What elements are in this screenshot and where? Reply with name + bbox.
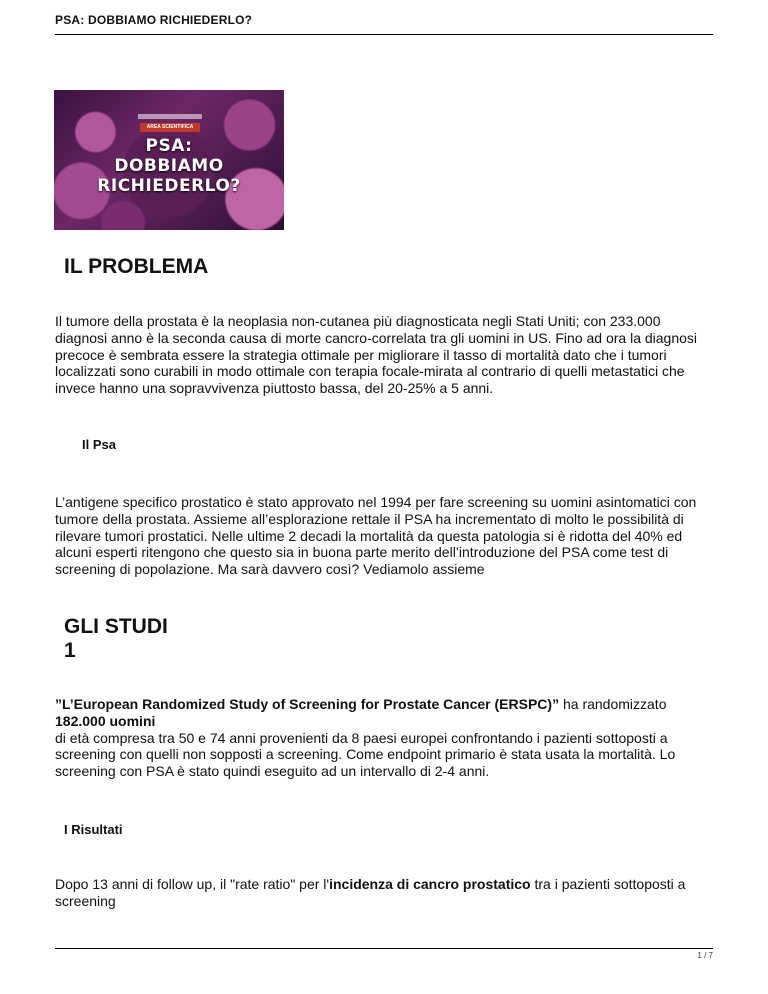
paragraph-problema: Il tumore della prostata è la neoplasia non-cutanea più diagnosticata negli Stati Uniti; con 233.000 diagnosi anno è la seconda causa di morte cancro-correlata tra gli uomini in US. Fino ad ora la diagnosi precoce è sembrata essere la strategia ottimale per migliorare il tasso di mortalità dato che i tumori localizzati sono curabili in modo ottimale con terapia focale-mirata al contrario di quelli metastatici che invece hanno una sopravvivenza piuttosto bassa, del 20-25% a 5 anni. — [55, 313, 698, 397]
heading-il-psa: Il Psa — [82, 437, 116, 452]
erspc-study-name: ”L’European Randomized Study of Screening for Prostate Cancer (ERSPC)” — [55, 696, 560, 712]
heading-gli-studi-line2: 1 — [64, 639, 76, 662]
logo-strip — [138, 114, 202, 119]
risultati-bold: incidenza di cancro prostatico — [329, 876, 531, 892]
hero-image — [54, 90, 284, 230]
risultati-after: tra i pazienti sottoposti a screening — [55, 876, 686, 909]
page-header — [55, 8, 713, 35]
hero-title: PSA: DOBBIAMO RICHIEDERLO? — [97, 136, 241, 196]
paragraph-erspc — [55, 696, 715, 780]
heading-gli-studi-line1: GLI STUDI — [64, 615, 168, 638]
heading-il-problema: IL PROBLEMA — [64, 255, 209, 278]
erspc-count: 182.000 uomini — [55, 712, 156, 729]
footer-rule — [55, 948, 713, 949]
page-number: 1 / 7 — [697, 951, 713, 960]
paragraph-risultati — [55, 876, 715, 910]
erspc-after: ha randomizzato — [559, 696, 667, 712]
erspc-text: di età compresa tra 50 e 74 anni provenienti da 8 paesi europei confrontando i pazienti sottoposti a screening con quelli non sopposti a screening. Come endpoint primario è stata usata la mortalità. Lo screening con PSA è stato quindi eseguito ad un intervallo di 2-4 anni. — [55, 729, 676, 780]
heading-gli-studi — [64, 615, 168, 663]
risultati-before: Dopo 13 anni di follow up, il "rate ratio" per l' — [55, 876, 330, 892]
document-title: PSA: DOBBIAMO RICHIEDERLO? — [55, 13, 253, 27]
heading-i-risultati: I Risultati — [64, 822, 123, 837]
paragraph-psa: L’antigene specifico prostatico è stato approvato nel 1994 per fare screening su uomini asintomatici con tumore della prostata. Assieme all’esplorazione rettale il PSA ha incrementato di molto le possibilità di rilevare tumori prostatici. Nelle ultime 2 decadi la mortalità da questa patologia si è ridotta del 40% ed alcuni esperti ritengono che questo sia in buona parte merito dell’introduzione del PSA come test di screening di popolazione. Ma sarà davvero così? Vediamolo assieme — [55, 494, 697, 578]
area-badge: AREA SCIENTIFICA — [140, 123, 200, 132]
